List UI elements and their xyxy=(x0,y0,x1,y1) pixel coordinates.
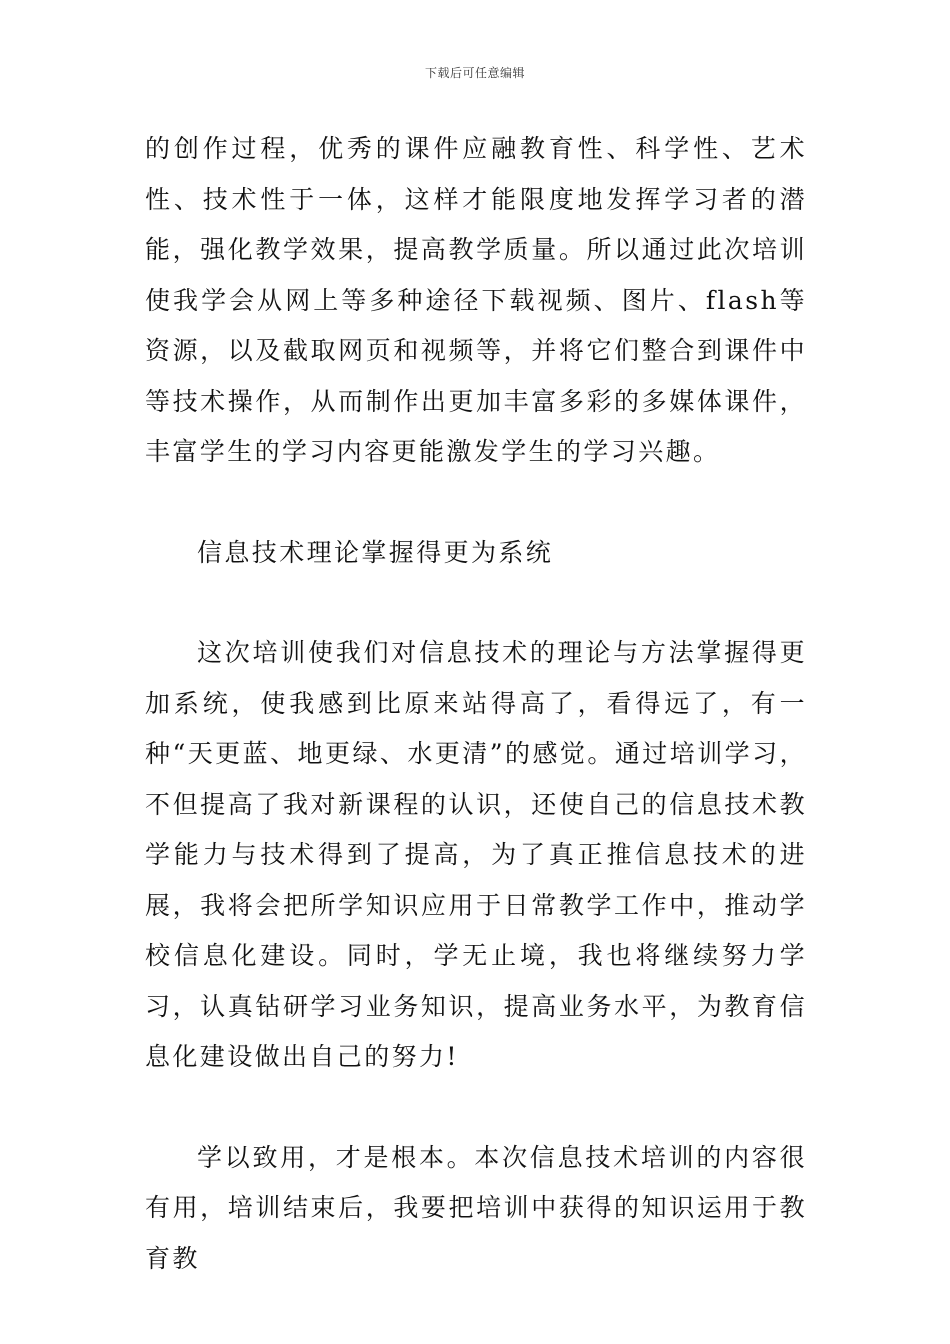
document-body xyxy=(145,124,807,1284)
paragraph-training-system: 这次培训使我们对信息技术的理论与方法掌握得更加系统，使我感到比原来站得高了，看得远了，有一种“天更蓝、地更绿、水更清”的感觉。通过培训学习，不但提高了我对新课程的认识，还使自己的信息技术教学能力与技术得到了提高，为了真正推信息技术的进展，我将会把所学知识应用于日常教学工作中，推动学校信息化建设。同时，学无止境，我也将继续努力学习，认真钻研学习业务知识，提高业务水平，为教育信息化建设做出自己的努力! xyxy=(145,638,807,1071)
paragraph-apply-knowledge: 学以致用，才是根本。本次信息技术培训的内容很有用，培训结束后，我要把培训中获得的知识运用于教育教 xyxy=(145,1142,807,1273)
paragraph-continuation: 的创作过程，优秀的课件应融教育性、科学性、艺术性、技术性于一体，这样才能限度地发挥学习者的潜能，强化教学效果，提高教学质量。所以通过此次培训使我学会从网上等多种途径下载视频、图片、flash等资源，以及截取网页和视频等，并将它们整合到课件中等技术操作，从而制作出更加丰富多彩的多媒体课件，丰富学生的学习内容更能激发学生的学习兴趣。 xyxy=(145,134,807,466)
page-header: 下载后可任意编辑 xyxy=(424,66,525,80)
section-heading: 信息技术理论掌握得更为系统 xyxy=(197,537,554,567)
